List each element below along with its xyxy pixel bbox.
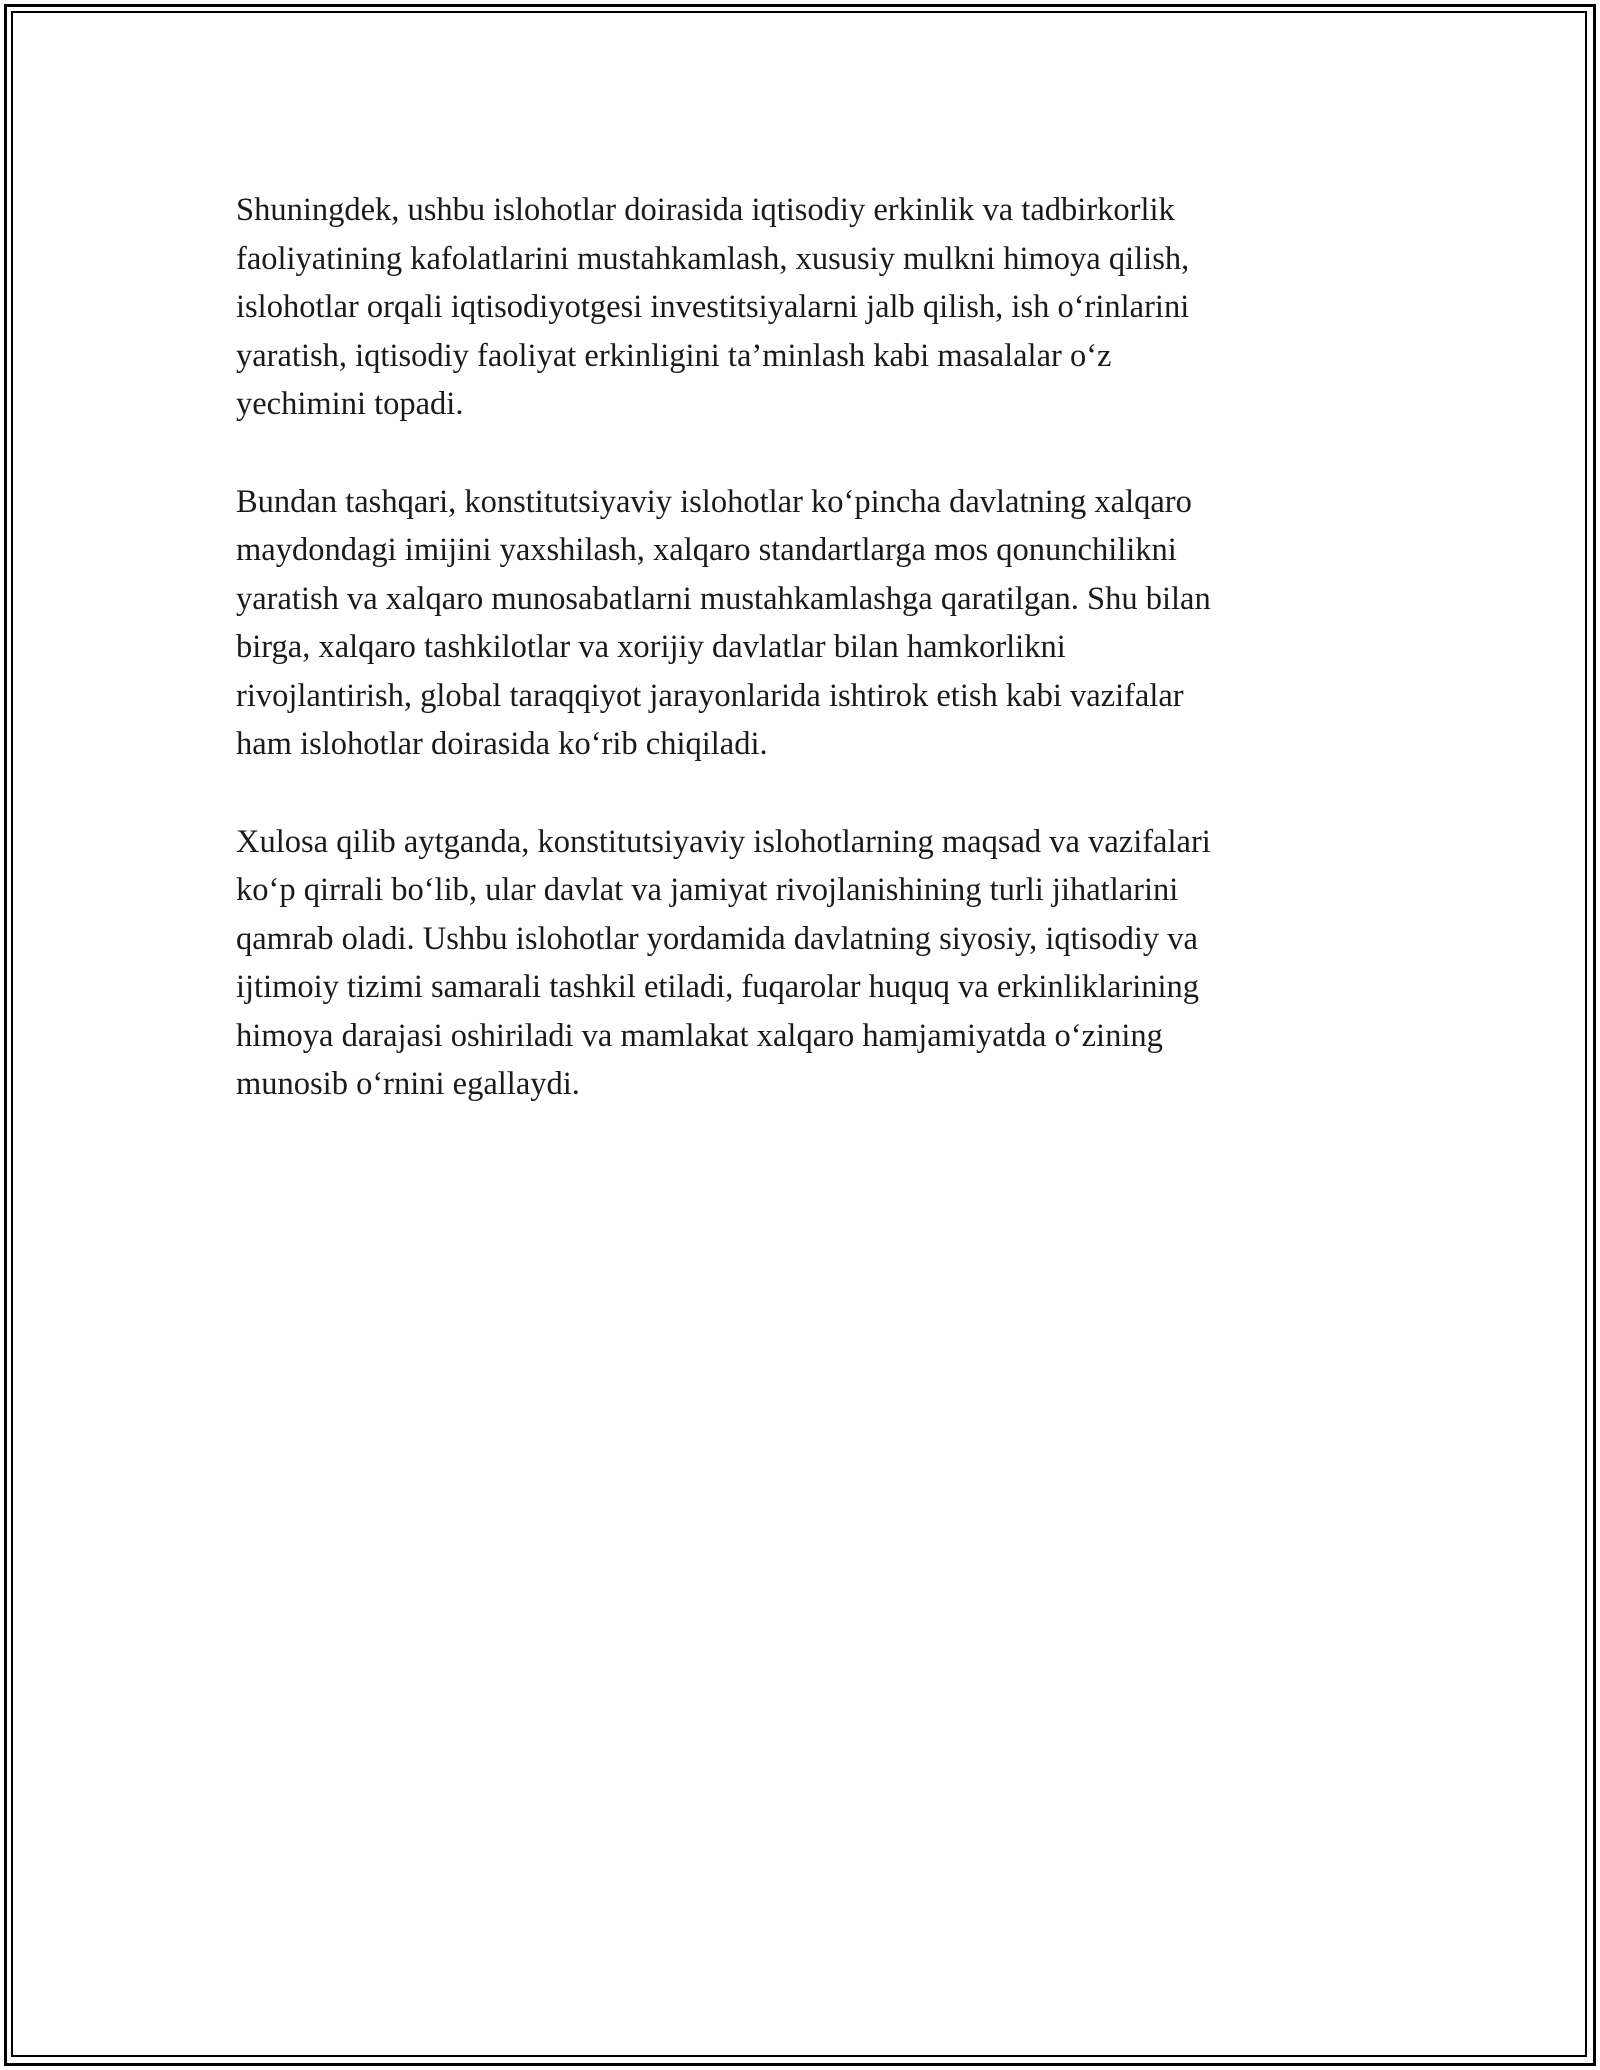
text-line: maydondagi imijini yaxshilash, xalqaro standartlarga mos qonunchilikni (236, 532, 1177, 568)
paragraph-international-relations (236, 478, 1366, 769)
paragraph-economic-freedom (236, 186, 1366, 429)
text-line: yechimini topadi. (236, 386, 464, 422)
text-line: munosib o‘rnini egallaydi. (236, 1066, 580, 1102)
text-line: ijtimoiy tizimi samarali tashkil etiladi, fuqarolar huquq va erkinliklarining (236, 969, 1200, 1005)
text-line: rivojlantirish, global taraqqiyot jarayonlarida ishtirok etish kabi vazifalar (236, 677, 1184, 714)
text-line: islohotlar orqali iqtisodiyotgesi investitsiyalarni jalb qilish, ish o‘rinlarini (236, 289, 1190, 325)
text-line: yaratish, iqtisodiy faoliyat erkinligini ta’minlash kabi masalalar o‘z (236, 337, 1112, 374)
text-line: Shuningdek, ushbu islohotlar doirasida iqtisodiy erkinlik va tadbirkorlik (236, 192, 1175, 228)
text-line: Xulosa qilib aytganda, konstitutsiyaviy islohotlarning maqsad va vazifalari (236, 823, 1211, 860)
text-line: faoliyatining kafolatlarini mustahkamlash, xususiy mulkni himoya qilish, (236, 240, 1190, 277)
text-line: Bundan tashqari, konstitutsiyaviy islohotlar ko‘pincha davlatning xalqaro (236, 483, 1192, 520)
text-line: himoya darajasi oshiriladi va mamlakat xalqaro hamjamiyatda o‘zining (236, 1017, 1163, 1054)
text-line: qamrab oladi. Ushbu islohotlar yordamida davlatning siyosiy, iqtisodiy va (236, 920, 1198, 957)
text-line: ham islohotlar doirasida ko‘rib chiqiladi. (236, 726, 768, 762)
document-body (236, 186, 1366, 1158)
text-line: ko‘p qirrali bo‘lib, ular davlat va jamiyat rivojlanishining turli jihatlarini (236, 872, 1179, 908)
text-line: yaratish va xalqaro munosabatlarni mustahkamlashga qaratilgan. Shu bilan (236, 580, 1211, 617)
paragraph-conclusion (236, 818, 1366, 1109)
text-line: birga, xalqaro tashkilotlar va xorijiy davlatlar bilan hamkorlikni (236, 629, 1066, 665)
